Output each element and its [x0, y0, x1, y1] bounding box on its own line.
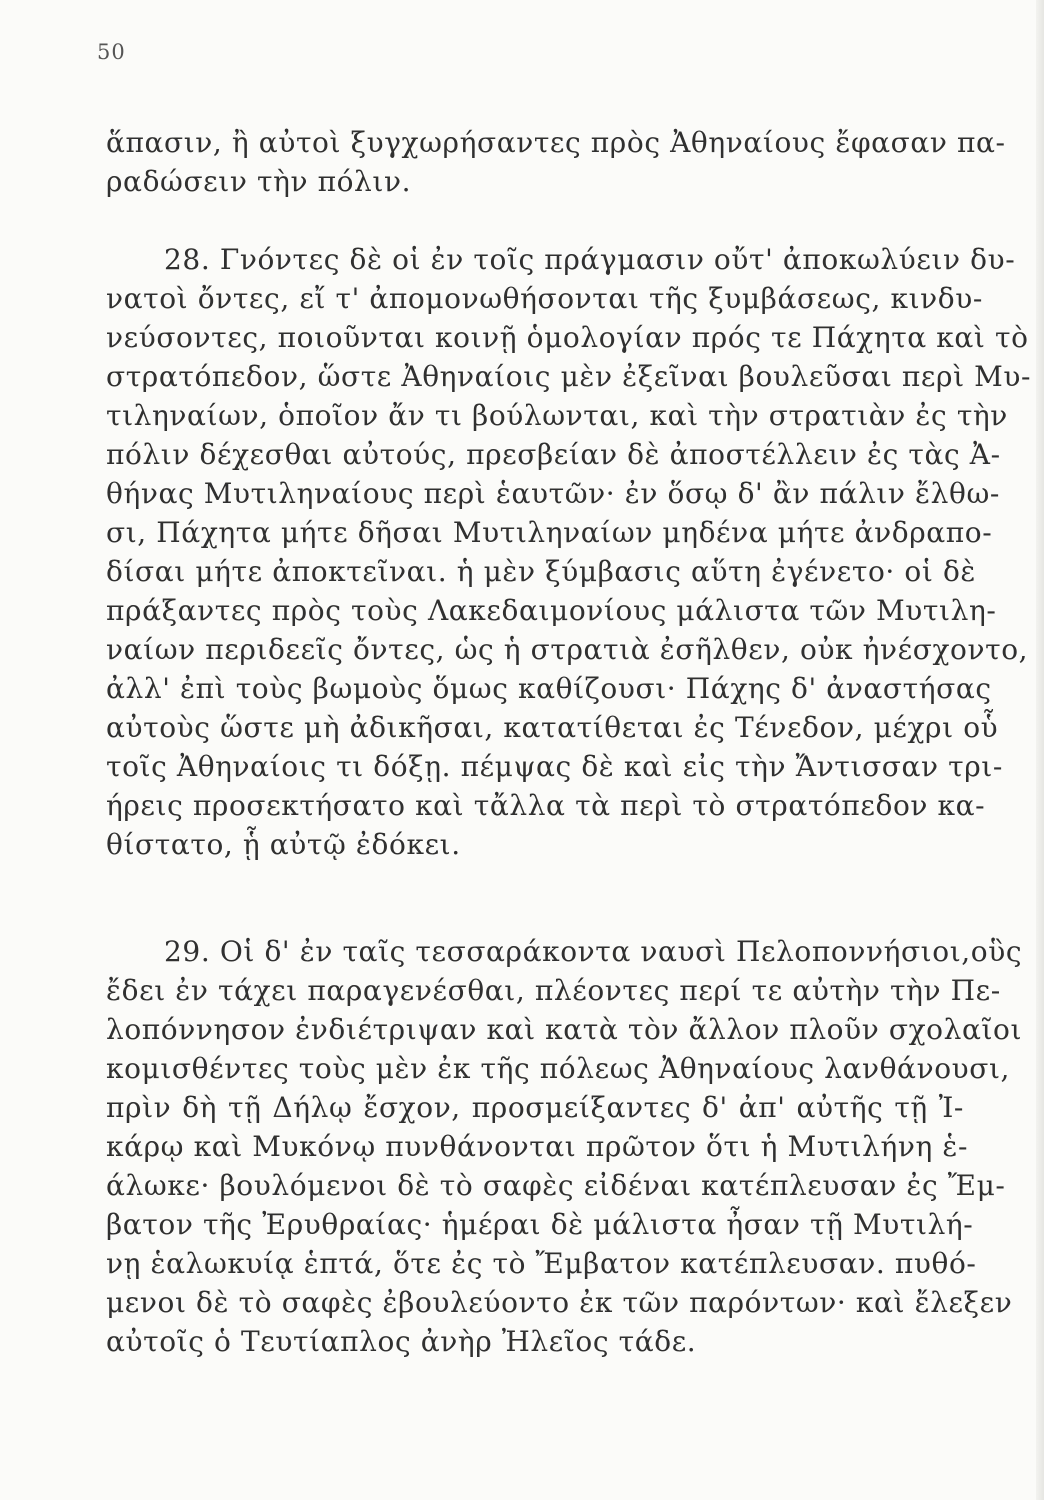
text-line: θήνας Μυτιληναίους περὶ ἑαυτῶν· ἐν ὅσῳ δ' ἂν πάλιν ἔλθω-	[106, 477, 1000, 510]
text-line: τιληναίων, ὁποῖον ἄν τι βούλωνται, καὶ τὴν στρατιὰν ἐς τὴν	[106, 399, 1008, 432]
section-heading-line: 28. Γνόντες δὲ οἱ ἐν τοῖς πράγμασιν οὔτ' ἀποκωλύειν δυ-	[164, 243, 1016, 276]
text-line: τοῖς Ἀθηναίοις τι δόξῃ. πέμψας δὲ καὶ εἰς τὴν Ἄντισσαν τρι-	[106, 750, 1003, 783]
text-line: βατον τῆς Ἐρυθραίας· ἡμέραι δὲ μάλιστα ἦσαν τῇ Μυτιλή-	[106, 1208, 974, 1241]
text-line: ἅπασιν, ἢ αὐτοὶ ξυγχωρήσαντες πρὸς Ἀθηναίους ἔφασαν πα-	[106, 126, 1006, 159]
text-line: νῃ ἑαλωκυίᾳ ἑπτά, ὅτε ἐς τὸ Ἔμβατον κατέπλευσαν. πυθό-	[106, 1247, 977, 1280]
text-line: δίσαι μήτε ἀποκτεῖναι. ἡ μὲν ξύμβασις αὕτη ἐγένετο· οἱ δὲ	[106, 555, 977, 588]
text-line: λοπόννησον ἐνδιέτριψαν καὶ κατὰ τὸν ἄλλον πλοῦν σχολαῖοι	[106, 1013, 1023, 1046]
text-line: αὐτοὺς ὥστε μὴ ἀδικῆσαι, κατατίθεται ἐς Τένεδον, μέχρι οὗ	[106, 711, 999, 744]
text-line: άλωκε· βουλόμενοι δὲ τὸ σαφὲς εἰδέναι κατέπλευσαν ἐς Ἔμ-	[106, 1169, 1006, 1202]
text-line: νατοὶ ὄντες, εἴ τ' ἀπομονωθήσονται τῆς ξυμβάσεως, κινδυ-	[106, 282, 983, 315]
text-line: πόλιν δέχεσθαι αὐτούς, πρεσβείαν δὲ ἀποστέλλειν ἐς τὰς Ἀ-	[106, 438, 1001, 471]
text-line: κομισθέντες τοὺς μὲν ἐκ τῆς πόλεως Ἀθηναίους λανθάνουσι,	[106, 1052, 1011, 1085]
section-heading-line: 29. Οἱ δ' ἐν ταῖς τεσσαράκοντα ναυσὶ Πελοποννήσιοι,οὓς	[164, 935, 1023, 968]
text-line: αὐτοῖς ὁ Τευτίαπλος ἀνὴρ Ἠλεῖος τάδε.	[106, 1325, 697, 1358]
text-line: ναίων περιδεεῖς ὄντες, ὡς ἡ στρατιὰ ἐσῆλθεν, οὐκ ἠνέσχοντο,	[106, 633, 1029, 666]
text-line: κάρῳ καὶ Μυκόνῳ πυνθάνονται πρῶτον ὅτι ἡ Μυτιλήνη ἑ-	[106, 1130, 969, 1163]
text-line: σι, Πάχητα μήτε δῆσαι Μυτιληναίων μηδένα μήτε ἀνδραπο-	[106, 516, 993, 549]
text-line: πρὶν δὴ τῇ Δήλῳ ἔσχον, προσμείξαντες δ' ἀπ' αὐτῆς τῇ Ἰ-	[106, 1091, 964, 1124]
text-line: ραδώσειν τὴν πόλιν.	[106, 165, 412, 198]
text-line: πράξαντες πρὸς τοὺς Λακεδαιμονίους μάλιστα τῶν Μυτιλη-	[106, 594, 997, 627]
text-line: θίστατο, ᾗ αὐτῷ ἐδόκει.	[106, 828, 461, 861]
text-line: στρατόπεδον, ὥστε Ἀθηναίοις μὲν ἐξεῖναι βουλεῦσαι περὶ Μυ-	[106, 360, 1032, 393]
page-number: 50	[97, 40, 126, 64]
text-line: ήρεις προσεκτήσατο καὶ τἄλλα τὰ περὶ τὸ στρατόπεδον κα-	[106, 789, 986, 822]
text-line: ἀλλ' ἐπὶ τοὺς βωμοὺς ὅμως καθίζουσι· Πάχης δ' ἀναστήσας	[106, 672, 992, 705]
text-line: μενοι δὲ τὸ σαφὲς ἐβουλεύοντο ἐκ τῶν παρόντων· καὶ ἔλεξεν	[106, 1286, 1013, 1319]
text-line: νεύσοντες, ποιοῦνται κοινῇ ὁμολογίαν πρός τε Πάχητα καὶ τὸ	[106, 321, 1029, 354]
text-line: ἔδει ἐν τάχει παραγενέσθαι, πλέοντες περί τε αὐτὴν τὴν Πε-	[106, 974, 1001, 1007]
page-edge-shadow	[1036, 0, 1044, 1500]
